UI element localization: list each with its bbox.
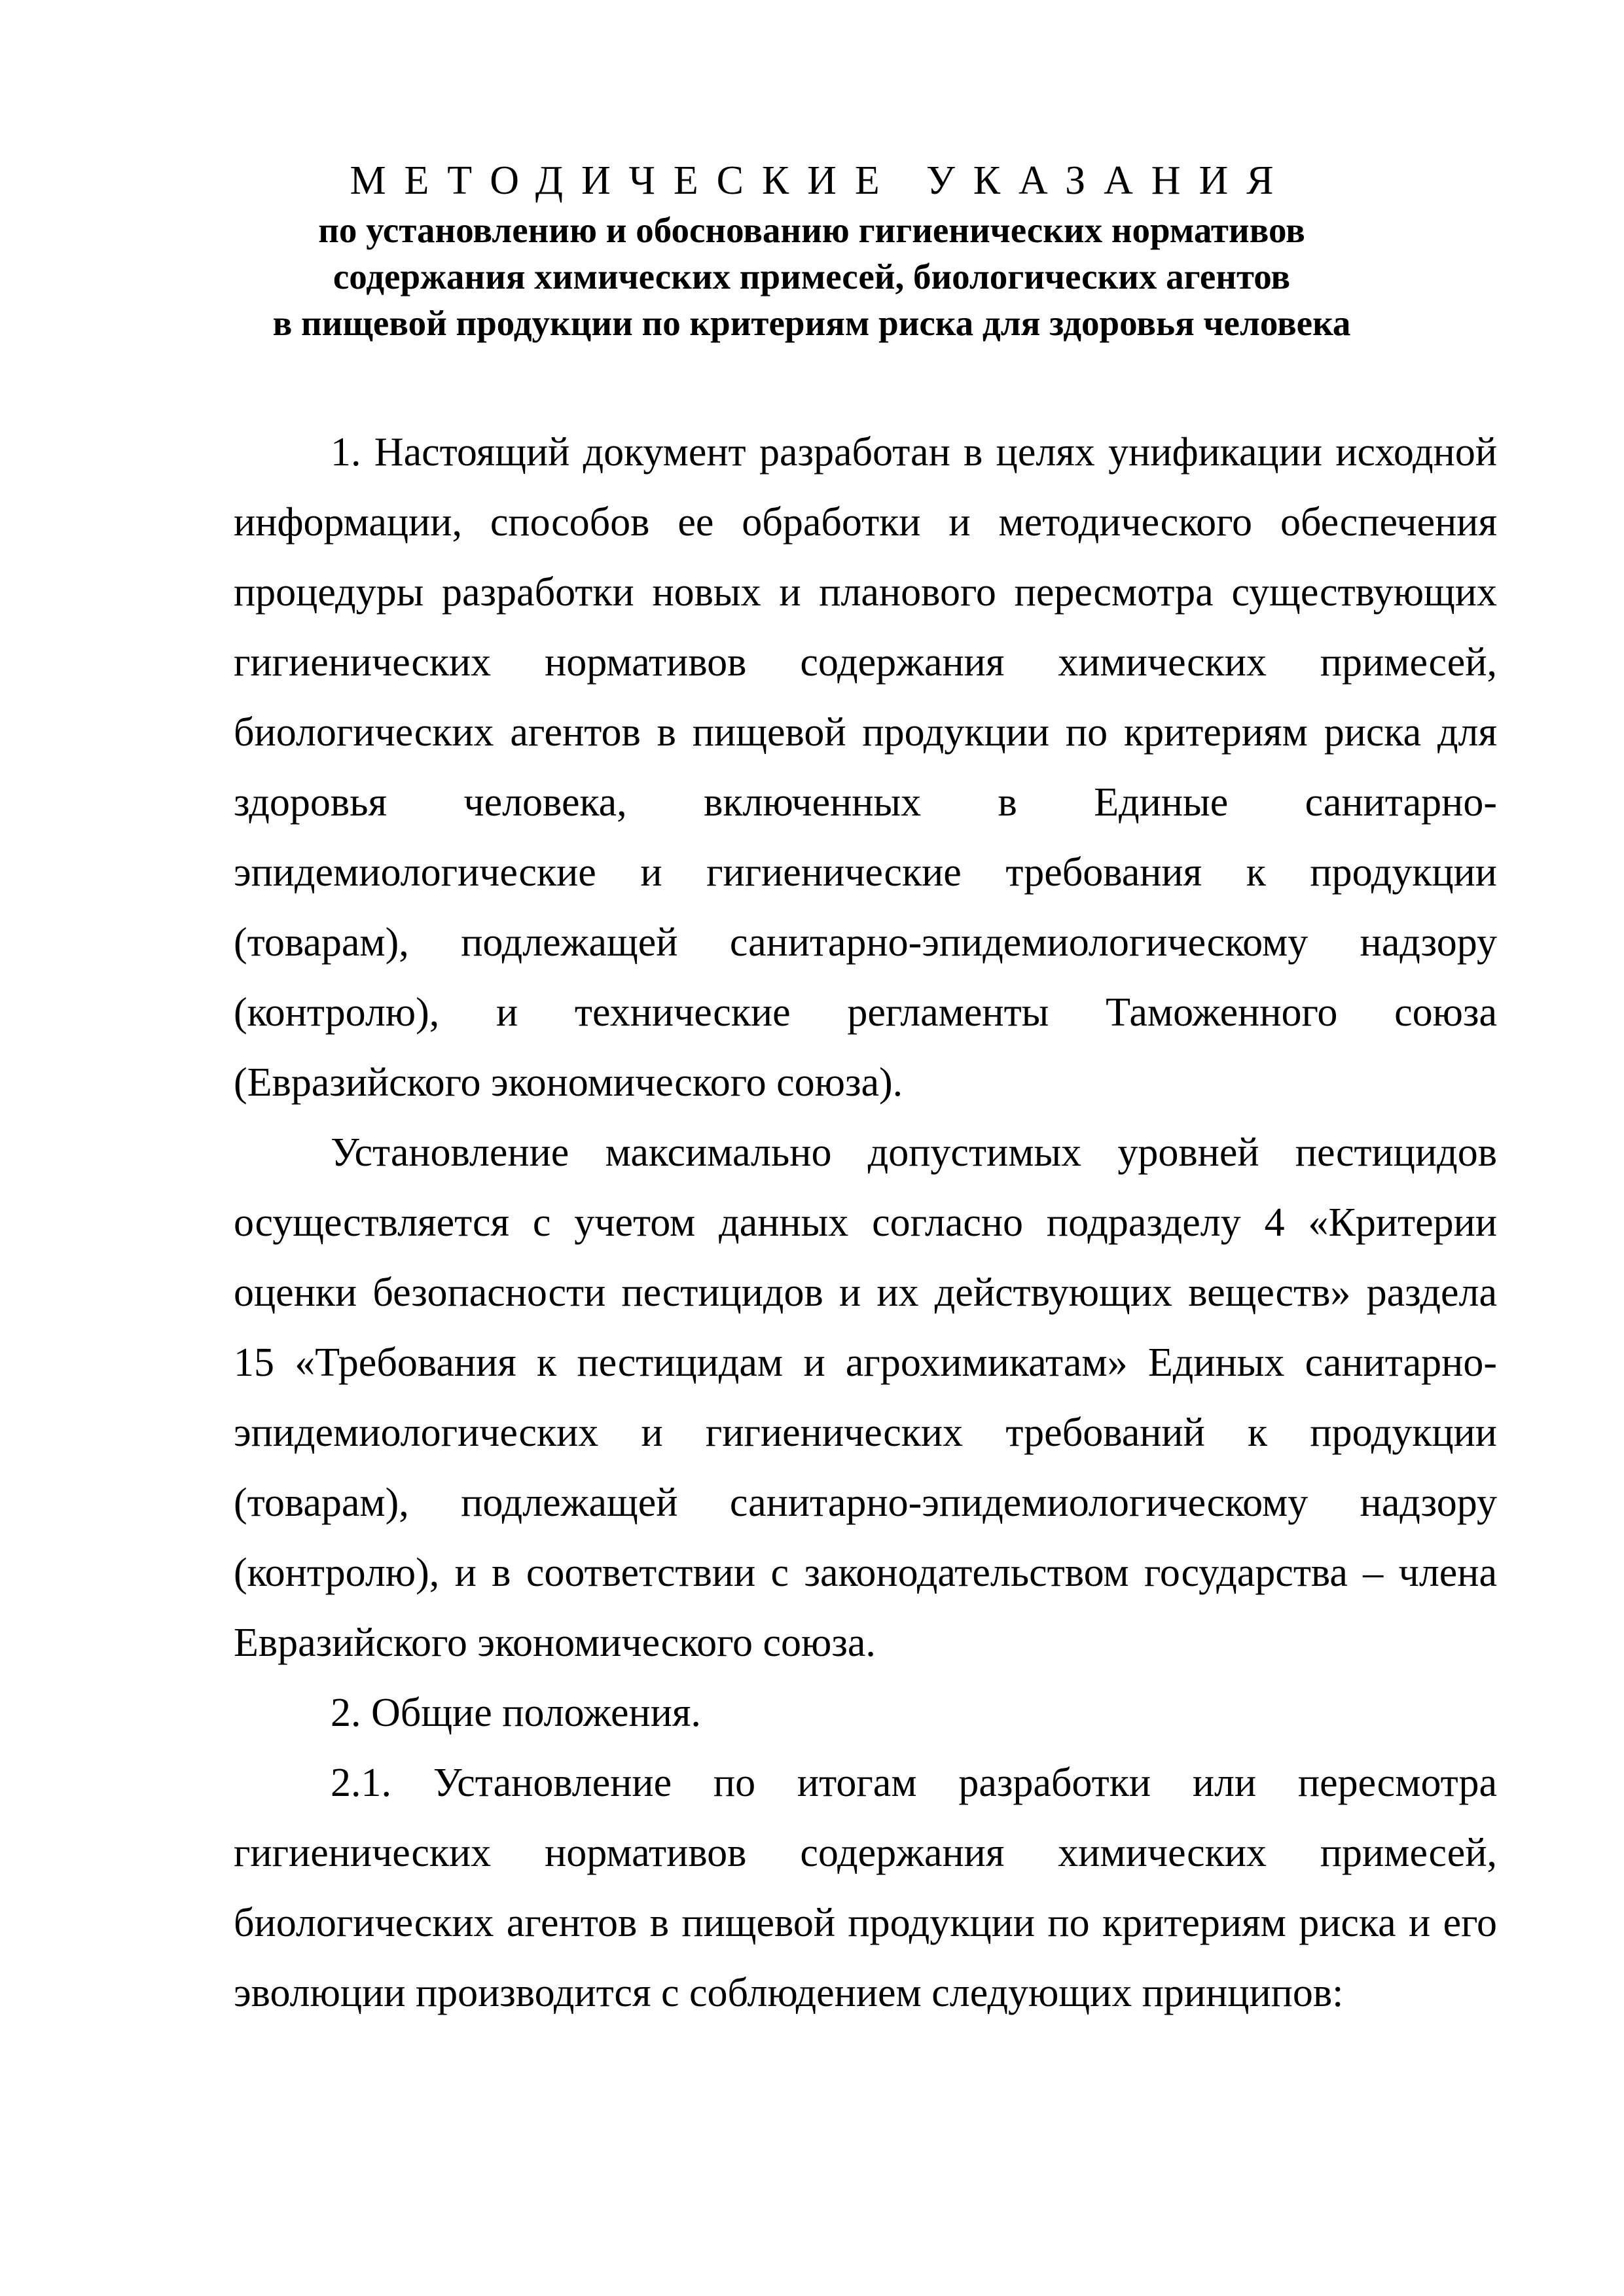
text-line: оценки безопасности пестицидов и их действующих веществ» раздела <box>234 1270 1497 1315</box>
document-subtitle-line: в пищевой продукции по критериям риска для здоровья человека <box>272 303 1351 343</box>
title-block <box>196 154 1427 346</box>
text-line: (Евразийского экономического союза). <box>234 1060 903 1105</box>
text-line: биологических агентов в пищевой продукции по критериям риска для <box>234 710 1497 755</box>
document-subtitle-line: содержания химических примесей, биологических агентов <box>333 257 1291 296</box>
paragraph-3 <box>234 1678 1497 1748</box>
document-title: МЕТОДИЧЕСКИЕ УКАЗАНИЯ <box>350 158 1292 203</box>
text-line: (контролю), и технические регламенты Таможенного союза <box>234 990 1497 1035</box>
text-line: 15 «Требования к пестицидам и агрохимикатам» Единых санитарно- <box>234 1340 1497 1385</box>
text-line: Установление максимально допустимых уровней пестицидов <box>331 1130 1497 1175</box>
text-line: здоровья человека, включенных в Единые санитарно- <box>234 780 1497 825</box>
text-line: информации, способов ее обработки и методического обеспечения <box>234 500 1497 545</box>
text-line: (товарам), подлежащей санитарно-эпидемиологическому надзору <box>234 920 1497 965</box>
document-body <box>234 418 1497 2028</box>
text-line: эволюции производится с соблюдением следующих принципов: <box>234 1971 1344 2015</box>
text-line: Евразийского экономического союза. <box>234 1621 876 1665</box>
section-heading: 2. Общие положения. <box>331 1691 701 1735</box>
document-subtitle-line: по установлению и обоснованию гигиенических нормативов <box>318 210 1305 250</box>
text-line: (товарам), подлежащей санитарно-эпидемиологическому надзору <box>234 1480 1497 1525</box>
text-line: 2.1. Установление по итогам разработки или пересмотра <box>331 1761 1497 1805</box>
text-line: 1. Настоящий документ разработан в целях унификации исходной <box>331 430 1497 475</box>
text-line: гигиенических нормативов содержания химических примесей, <box>234 1831 1497 1875</box>
paragraph-4 <box>234 1748 1497 2028</box>
text-line: гигиенических нормативов содержания химических примесей, <box>234 640 1497 685</box>
paragraph-2 <box>234 1118 1497 1678</box>
text-line: биологических агентов в пищевой продукции по критериям риска и его <box>234 1901 1497 1945</box>
text-line: эпидемиологические и гигиенические требования к продукции <box>234 850 1497 895</box>
paragraph-1 <box>234 418 1497 1118</box>
text-line: (контролю), и в соответствии с законодательством государства – члена <box>234 1551 1497 1595</box>
text-line: осуществляется с учетом данных согласно подразделу 4 «Критерии <box>234 1200 1497 1245</box>
text-line: эпидемиологических и гигиенических требований к продукции <box>234 1410 1497 1455</box>
text-line: процедуры разработки новых и планового пересмотра существующих <box>234 570 1497 615</box>
